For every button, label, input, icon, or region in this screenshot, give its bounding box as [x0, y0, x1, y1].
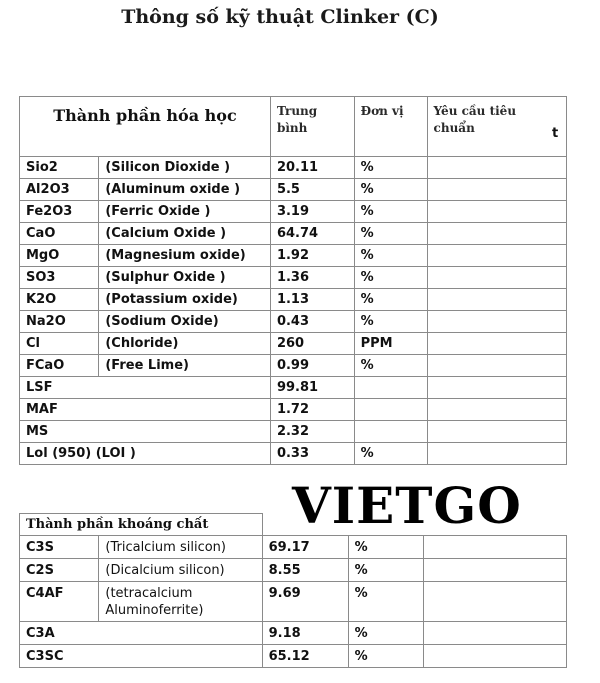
- component-symbol: SO3: [20, 267, 99, 289]
- unit-value: %: [354, 179, 427, 201]
- component-name: (Calcium Oxide ): [99, 223, 271, 245]
- header-unit: Đơn vị: [354, 97, 427, 157]
- standard-value: [427, 333, 566, 355]
- unit-value: %: [354, 311, 427, 333]
- unit-value: %: [354, 223, 427, 245]
- average-value: 99.81: [270, 377, 354, 399]
- mineral-symbol: C2S: [20, 559, 99, 582]
- component-name: (Ferric Oxide ): [99, 201, 271, 223]
- standard-value: [427, 157, 566, 179]
- component-name: (Sodium Oxide): [99, 311, 271, 333]
- mineral-unit: %: [348, 622, 423, 645]
- table-row: [20, 377, 567, 399]
- mineral-value: 69.17: [262, 536, 348, 559]
- standard-value: [427, 267, 566, 289]
- unit-value: [354, 421, 427, 443]
- component-name: (Magnesium oxide): [99, 245, 271, 267]
- average-value: 5.5: [270, 179, 354, 201]
- average-value: 1.36: [270, 267, 354, 289]
- unit-value: [354, 399, 427, 421]
- table-row: [20, 355, 567, 377]
- average-value: 20.11: [270, 157, 354, 179]
- unit-value: %: [354, 201, 427, 223]
- mineral-name: (tetracalcium Aluminoferrite): [99, 582, 262, 622]
- table-header-row: [20, 97, 567, 157]
- table-row: [20, 223, 567, 245]
- table-row: [20, 399, 567, 421]
- unit-value: %: [354, 289, 427, 311]
- table-row: [20, 311, 567, 333]
- average-value: 3.19: [270, 201, 354, 223]
- standard-value: [427, 201, 566, 223]
- component-symbol: MgO: [20, 245, 99, 267]
- stray-character: t: [552, 126, 559, 141]
- vietgo-logo: VIETGO: [292, 476, 522, 535]
- unit-value: [354, 377, 427, 399]
- mineral-composition-table: [19, 513, 567, 668]
- table-row: [20, 201, 567, 223]
- mineral-symbol: C3A: [20, 622, 263, 645]
- mineral-standard: [423, 536, 566, 559]
- standard-value: [427, 311, 566, 333]
- component-symbol: Lol (950) (LOI ): [20, 443, 271, 465]
- header-standard: Yêu cầu tiêu chuẩn: [427, 97, 566, 157]
- mineral-value: 8.55: [262, 559, 348, 582]
- table-row: [20, 536, 567, 559]
- component-symbol: Cl: [20, 333, 99, 355]
- mineral-standard: [423, 622, 566, 645]
- mineral-name: (Dicalcium silicon): [99, 559, 262, 582]
- document-title: Thông số kỹ thuật Clinker (C): [121, 6, 439, 28]
- average-value: 0.33: [270, 443, 354, 465]
- table-row: [20, 333, 567, 355]
- standard-value: [427, 223, 566, 245]
- average-value: 260: [270, 333, 354, 355]
- table-row: [20, 443, 567, 465]
- mineral-header: Thành phần khoáng chất: [20, 514, 263, 536]
- standard-value: [427, 179, 566, 201]
- average-value: 0.43: [270, 311, 354, 333]
- component-symbol: LSF: [20, 377, 271, 399]
- table-row: [20, 267, 567, 289]
- header-component: Thành phần hóa học: [20, 97, 271, 157]
- average-value: 2.32: [270, 421, 354, 443]
- mineral-unit: %: [348, 645, 423, 668]
- table-row: [20, 559, 567, 582]
- mineral-standard: [423, 645, 566, 668]
- component-symbol: MS: [20, 421, 271, 443]
- average-value: 1.13: [270, 289, 354, 311]
- mineral-symbol: C4AF: [20, 582, 99, 622]
- table-row: [20, 582, 567, 622]
- mineral-header-row: [20, 514, 567, 536]
- mineral-unit: %: [348, 536, 423, 559]
- component-name: (Chloride): [99, 333, 271, 355]
- mineral-standard: [423, 582, 566, 622]
- mineral-symbol: C3S: [20, 536, 99, 559]
- unit-value: %: [354, 157, 427, 179]
- unit-value: %: [354, 355, 427, 377]
- component-name: (Free Lime): [99, 355, 271, 377]
- table-row: [20, 157, 567, 179]
- mineral-value: 9.18: [262, 622, 348, 645]
- unit-value: %: [354, 443, 427, 465]
- standard-value: [427, 377, 566, 399]
- component-symbol: Sio2: [20, 157, 99, 179]
- component-name: (Silicon Dioxide ): [99, 157, 271, 179]
- standard-value: [427, 421, 566, 443]
- mineral-unit: %: [348, 582, 423, 622]
- component-symbol: K2O: [20, 289, 99, 311]
- unit-value: %: [354, 245, 427, 267]
- chemical-composition-table: [19, 96, 567, 465]
- mineral-value: 65.12: [262, 645, 348, 668]
- component-name: (Sulphur Oxide ): [99, 267, 271, 289]
- unit-value: PPM: [354, 333, 427, 355]
- table-row: [20, 645, 567, 668]
- standard-value: [427, 443, 566, 465]
- component-symbol: Fe2O3: [20, 201, 99, 223]
- component-name: (Aluminum oxide ): [99, 179, 271, 201]
- table-row: [20, 245, 567, 267]
- mineral-name: (Tricalcium silicon): [99, 536, 262, 559]
- table-row: [20, 179, 567, 201]
- average-value: 1.72: [270, 399, 354, 421]
- average-value: 0.99: [270, 355, 354, 377]
- standard-value: [427, 399, 566, 421]
- component-symbol: CaO: [20, 223, 99, 245]
- standard-value: [427, 355, 566, 377]
- standard-value: [427, 245, 566, 267]
- component-symbol: Na2O: [20, 311, 99, 333]
- average-value: 1.92: [270, 245, 354, 267]
- mineral-value: 9.69: [262, 582, 348, 622]
- mineral-standard: [423, 559, 566, 582]
- mineral-unit: %: [348, 559, 423, 582]
- component-symbol: Al2O3: [20, 179, 99, 201]
- table-row: [20, 622, 567, 645]
- component-name: (Potassium oxide): [99, 289, 271, 311]
- component-symbol: MAF: [20, 399, 271, 421]
- unit-value: %: [354, 267, 427, 289]
- table-row: [20, 421, 567, 443]
- average-value: 64.74: [270, 223, 354, 245]
- mineral-symbol: C3SC: [20, 645, 263, 668]
- component-symbol: FCaO: [20, 355, 99, 377]
- header-average: Trung bình: [270, 97, 354, 157]
- standard-value: [427, 289, 566, 311]
- table-row: [20, 289, 567, 311]
